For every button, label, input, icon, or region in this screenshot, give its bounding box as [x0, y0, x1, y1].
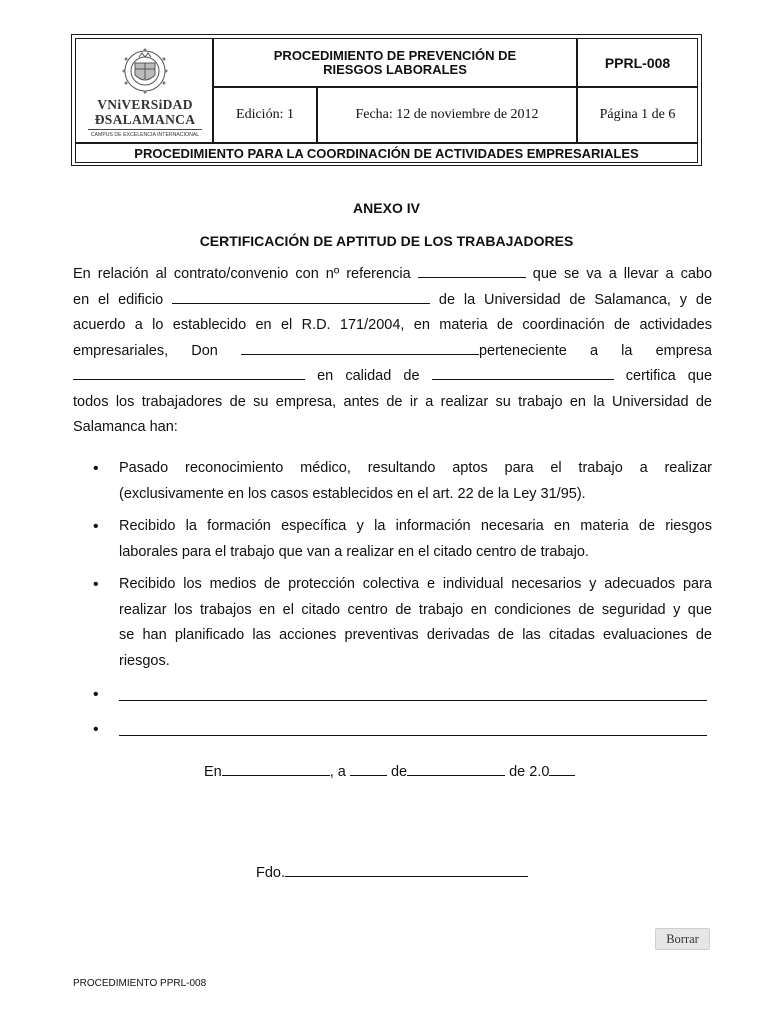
intro-line-2: [73, 288, 712, 314]
page-footer: PROCEDIMIENTO PPRL-008: [73, 978, 207, 989]
university-logo: [75, 38, 213, 143]
extra-item-field-1[interactable]: [119, 700, 707, 701]
bullet-icon: •: [93, 460, 99, 477]
bullet-text: [119, 572, 712, 674]
intro-text: en calidad de: [317, 368, 420, 384]
bullet-line: Recibido la formación específica y la información necesaria en materia de riesgos: [119, 518, 712, 534]
intro-line-6: todos los trabajadores de su empresa, antes de ir a realizar su trabajo en la Universidad de: [73, 393, 712, 410]
intro-text: en el edificio: [73, 291, 164, 308]
intro-text: empresariales,: [73, 342, 169, 359]
bullet-line: se han planificado las acciones preventivas derivadas de las citadas evaluaciones de: [119, 627, 712, 643]
intro-text: a: [589, 342, 599, 359]
certification-title: CERTIFICACIÓN DE APTITUD DE LOS TRABAJADORES: [199, 233, 574, 249]
annex-title: ANEXO IV: [353, 200, 420, 216]
place-field[interactable]: [222, 762, 330, 776]
bullet-icon: •: [93, 721, 99, 738]
intro-text: empresa: [655, 342, 712, 359]
signature-line: [256, 863, 528, 881]
reference-number-field[interactable]: [418, 263, 526, 278]
representative-name-group: [241, 343, 567, 359]
place-date-text: de: [390, 764, 408, 780]
year-field[interactable]: [549, 762, 575, 776]
place-date-text: , a: [329, 764, 346, 780]
page-indicator: Página 1 de 6: [577, 87, 698, 143]
bullet-line: laborales para el trabajo que van a realizar en el citado centro de trabajo.: [119, 543, 589, 560]
intro-line-3: acuerdo a lo establecido en el R.D. 171/2004, en materia de coordinación de actividades: [73, 317, 712, 333]
signature-field[interactable]: [285, 863, 528, 877]
edition-label: Edición: 1: [213, 87, 317, 143]
date-label: Fecha: 12 de noviembre de 2012: [317, 87, 577, 143]
month-field[interactable]: [407, 762, 505, 776]
building-field[interactable]: [172, 289, 430, 304]
day-field[interactable]: [350, 762, 387, 776]
procedure-title: [213, 38, 577, 87]
intro-text: Don: [191, 342, 218, 359]
bullet-line: realizar los trabajos en el citado centro de trabajo en condiciones de seguridad y que: [119, 601, 712, 618]
document-header: [71, 34, 702, 166]
intro-line-5: [73, 364, 712, 390]
extra-item-field-2[interactable]: [119, 735, 707, 736]
intro-line-1: [73, 262, 712, 288]
bullet-line: Pasado reconocimiento médico, resultando aptos para el trabajo a realizar: [119, 460, 712, 476]
intro-line-4: [73, 339, 712, 365]
place-date-line: [204, 762, 575, 780]
bullet-line: (exclusivamente en los casos establecidos en el art. 22 de la Ley 31/95).: [119, 485, 586, 502]
bullet-icon: •: [93, 686, 99, 703]
logo-text-line1: VNiVERSiDAD: [97, 97, 193, 112]
intro-line-7: Salamanca han:: [73, 419, 178, 435]
intro-text: perteneciente: [478, 342, 567, 359]
intro-text: de la Universidad de Salamanca, y de: [438, 291, 713, 308]
bullet-icon: •: [93, 518, 99, 535]
place-date-text: de 2.0: [509, 764, 550, 780]
bullet-text: [119, 456, 712, 507]
representative-name-field[interactable]: [241, 340, 479, 355]
signature-label: Fdo.: [256, 865, 286, 881]
bullet-text: [119, 514, 712, 565]
intro-text: certifica que: [625, 368, 713, 384]
procedure-subtitle: PROCEDIMIENTO PARA LA COORDINACIÓN DE ACTIVIDADES EMPRESARIALES: [75, 143, 698, 163]
logo-text-line2: ÐSALAMANCA: [94, 112, 196, 127]
intro-text: En relación al contrato/convenio con nº referencia: [73, 266, 411, 282]
bullet-line: riesgos.: [119, 652, 170, 669]
intro-text: que se va a llevar a cabo: [532, 266, 713, 282]
bullet-line: Recibido los medios de protección colectiva e individual necesarios y adecuados para: [119, 576, 712, 592]
intro-text: la: [621, 342, 633, 359]
place-date-text: En: [204, 764, 222, 780]
coat-of-arms-icon: [106, 45, 184, 97]
company-field[interactable]: [73, 365, 305, 380]
clear-form-button[interactable]: Borrar: [655, 928, 710, 950]
procedure-title-line1: PROCEDIMIENTO DE PREVENCIÓN DE: [273, 47, 517, 63]
logo-tagline: CAMPUS DE EXCELENCIA INTERNACIONAL: [88, 129, 202, 139]
bullet-icon: •: [93, 576, 99, 593]
intro-paragraph: [73, 262, 712, 441]
position-field[interactable]: [432, 365, 614, 380]
procedure-title-line2: RIESGOS LABORALES: [323, 61, 467, 77]
procedure-code: PPRL-008: [577, 38, 698, 87]
